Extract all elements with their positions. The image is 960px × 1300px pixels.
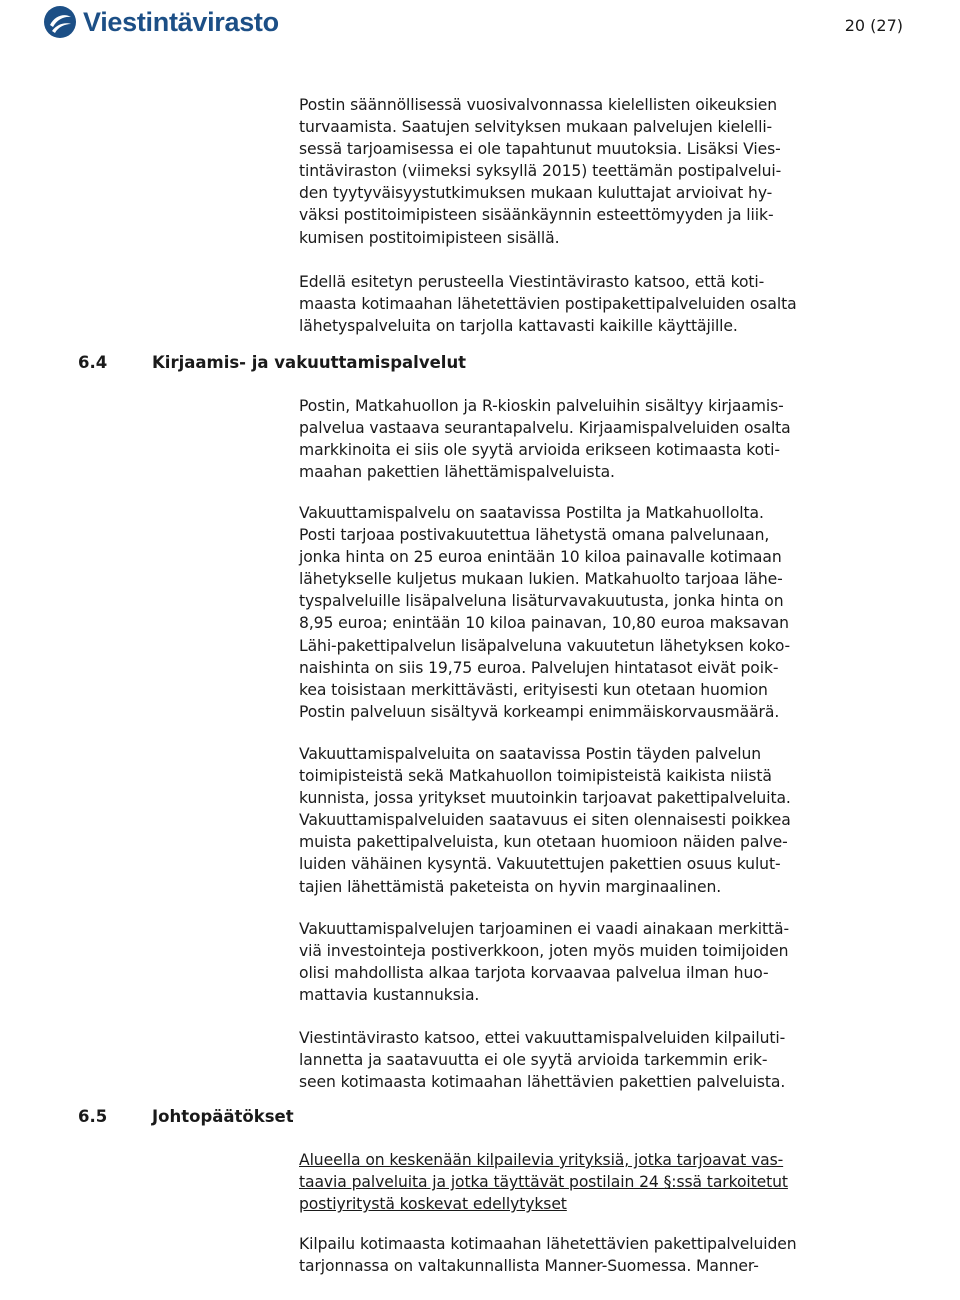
paragraph: [299, 395, 909, 483]
underlined-criterion: [299, 1149, 909, 1215]
paragraph: [299, 502, 909, 723]
text-line: kumisen postitoimipisteen sisällä.: [299, 228, 560, 247]
page-number: 20 (27): [844, 16, 903, 35]
text-line: maasta kotimaahan lähetettävien postipakettipalveluiden osalta: [299, 295, 797, 314]
text-line: sessä tarjoamisessa ei ole tapahtunut muutoksia. Lisäksi Vies-: [299, 140, 781, 159]
text-line: maahan pakettien lähettämispalveluista.: [299, 463, 615, 482]
text-line: toimipisteistä sekä Matkahuollon toimipisteistä kaikista niistä: [299, 767, 772, 786]
text-line: Viestintävirasto katsoo, ettei vakuuttamispalveluiden kilpailuti-: [299, 1029, 786, 1047]
text-line: naishinta on siis 19,75 euroa. Palvelujen hintatasot eivät poik-: [299, 658, 779, 677]
text-line: tajien lähettämistä paketeista on hyvin marginaalinen.: [299, 877, 722, 896]
agency-emblem-icon: [43, 5, 77, 39]
text-line: Vakuuttamispalvelu on saatavissa Postilta ja Matkahuollolta.: [299, 504, 764, 522]
text-line: väksi postitoimipisteen sisäänkäynnin esteettömyyden ja liik-: [299, 206, 774, 225]
text-line: Vakuuttamispalveluita on saatavissa Postin täyden palvelun: [299, 745, 762, 763]
text-line: Postin säännöllisessä vuosivalvonnassa kielellisten oikeuksien: [299, 96, 778, 114]
paragraph-text: [299, 918, 909, 1006]
paragraph: [299, 1233, 909, 1277]
text-line: den tyytyväisyystutkimuksen mukaan kuluttajat arvioivat hy-: [299, 184, 773, 203]
text-line: Lähi-pakettipalvelun lisäpalveluna vakuutetun lähetyksen koko-: [299, 636, 791, 655]
text-line: Alueella on keskenään kilpailevia yrityksiä, jotka tarjoavat vas-: [299, 1151, 784, 1169]
text-line: Edellä esitetyn perusteella Viestintävirasto katsoo, että koti-: [299, 273, 765, 291]
text-line: olisi mahdollista alkaa tarjota korvaavaa palvelua ilman huo-: [299, 964, 769, 983]
text-line: lähetykselle kuljetus mukaan lukien. Matkahuolto tarjoaa lähe-: [299, 570, 783, 589]
text-line: Kilpailu kotimaasta kotimaahan lähetettävien pakettipalveluiden: [299, 1235, 797, 1253]
paragraph-text: [299, 94, 909, 249]
paragraph-text: [299, 1233, 909, 1277]
paragraph-text: [299, 395, 909, 483]
text-line: Vakuuttamispalveluiden saatavuus ei siten olennaisesti poikkea: [299, 811, 791, 830]
section-heading-6-4: [78, 353, 466, 372]
agency-logo: [43, 5, 279, 39]
text-line: tintäviraston (viimeksi syksyllä 2015) teettämän postipalvelui-: [299, 162, 782, 181]
text-line: kunnista, jossa yritykset muutoinkin tarjoavat pakettipalveluita.: [299, 789, 791, 808]
paragraph: [299, 1027, 909, 1093]
paragraph: [299, 743, 909, 898]
text-line: muista pakettipalveluista, kun otetaan huomioon näiden palve-: [299, 833, 788, 852]
paragraph: [299, 94, 909, 249]
text-line: 8,95 euroa; enintään 10 kiloa painavan, 10,80 euroa maksavan: [299, 614, 789, 633]
section-heading-6-5: [78, 1107, 294, 1126]
text-line: seen kotimaasta kotimaahan lähettävien pakettien palveluista.: [299, 1073, 786, 1092]
text-line: tarjonnassa on valtakunnallista Manner-Suomessa. Manner-: [299, 1257, 759, 1276]
paragraph-text: [299, 1149, 909, 1215]
text-line: lannetta ja saatavuutta ei ole syytä arvioida tarkemmin erik-: [299, 1051, 768, 1070]
paragraph: [299, 918, 909, 1006]
text-line: Postin, Matkahuollon ja R-kioskin palveluihin sisältyy kirjaamis-: [299, 397, 784, 415]
text-line: markkinoita ei siis ole syytä arvioida erikseen kotimaasta koti-: [299, 441, 780, 460]
paragraph: [299, 271, 909, 337]
text-line: tyspalveluille lisäpalveluna lisäturvavakuutusta, jonka hinta on: [299, 592, 784, 611]
paragraph-text: [299, 1027, 909, 1093]
paragraph-text: [299, 271, 909, 337]
text-line: postiyritystä koskevat edellytykset: [299, 1195, 567, 1214]
section-number: 6.4: [78, 353, 108, 372]
paragraph-text: [299, 743, 909, 898]
section-title: Johtopäätökset: [152, 1107, 294, 1126]
text-line: palvelua vastaava seurantapalvelu. Kirjaamispalveluiden osalta: [299, 419, 791, 438]
text-line: kea toisistaan merkittävästi, erityisesti kun otetaan huomion: [299, 680, 768, 699]
text-line: Posti tarjoaa postivakuutettua lähetystä omana palvelunaan,: [299, 526, 770, 545]
paragraph-text: [299, 502, 909, 723]
agency-name: Viestintävirasto: [83, 6, 279, 37]
text-line: Postin palveluun sisältyvä korkeampi enimmäiskorvausmäärä.: [299, 702, 780, 721]
text-line: Vakuuttamispalvelujen tarjoaminen ei vaadi ainakaan merkittä-: [299, 920, 790, 938]
text-line: turvaamista. Saatujen selvityksen mukaan palvelujen kielelli-: [299, 118, 773, 137]
text-line: viä investointeja postiverkkoon, joten myös muiden toimijoiden: [299, 942, 789, 961]
text-line: luiden vähäinen kysyntä. Vakuutettujen pakettien osuus kulut-: [299, 855, 781, 874]
section-title: Kirjaamis- ja vakuuttamispalvelut: [152, 353, 467, 372]
text-line: taavia palveluita ja jotka täyttävät postilain 24 §:ssä tarkoitetut: [299, 1173, 788, 1192]
section-number: 6.5: [78, 1107, 108, 1126]
text-line: jonka hinta on 25 euroa enintään 10 kiloa painavalle kotimaan: [299, 548, 782, 567]
text-line: lähetyspalveluita on tarjolla kattavasti kaikille käyttäjille.: [299, 317, 738, 336]
text-line: mattavia kustannuksia.: [299, 986, 480, 1005]
